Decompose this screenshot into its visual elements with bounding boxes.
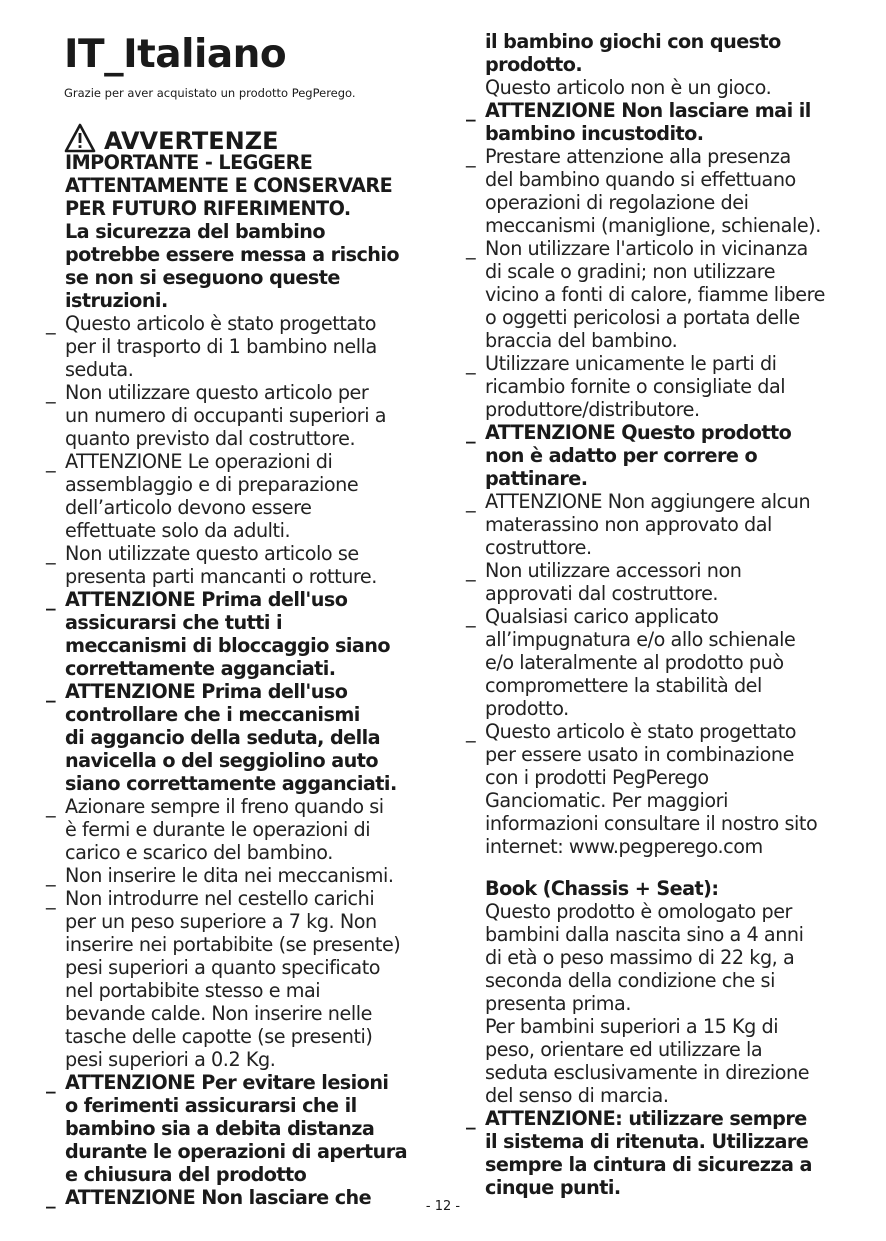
- bullet-dash: _: [466, 605, 476, 628]
- right-item-line-text: per essere usato in combinazione: [485, 743, 794, 766]
- intro-line: [46, 266, 430, 289]
- right-item-line: [466, 191, 866, 214]
- right-item-line: [466, 398, 866, 421]
- left-item-line: [46, 818, 430, 841]
- book-body-line: [466, 1061, 866, 1084]
- right-item-line: [466, 122, 866, 145]
- left-item-line: [46, 933, 430, 956]
- left-item-line: [46, 542, 430, 565]
- left-item-line-text: per un peso superiore a 7 kg. Non: [65, 910, 377, 933]
- right-item-line: [466, 237, 866, 260]
- book-body-line: [466, 900, 866, 923]
- continuation-line: [466, 53, 866, 76]
- left-item-line: [46, 1002, 430, 1025]
- left-item-line: [46, 657, 430, 680]
- book-warning-line-text: il sistema di ritenuta. Utilizzare: [485, 1130, 809, 1153]
- right-item-line-text: di scale o gradini; non utilizzare: [485, 260, 776, 283]
- book-body-line-text: bambini dalla nascita sino a 4 anni: [485, 923, 804, 946]
- book-warning-line: [466, 1130, 866, 1153]
- intro-line-text: ATTENTAMENTE E CONSERVARE: [65, 174, 393, 197]
- left-item-line-text: Non utilizzate questo articolo se: [65, 542, 359, 565]
- left-item-line-text: bambino sia a debita distanza: [65, 1117, 375, 1140]
- left-item-line: [46, 1140, 430, 1163]
- left-item-line-text: assemblaggio e di preparazione: [65, 473, 359, 496]
- bullet-dash: _: [466, 237, 476, 260]
- intro-line: [46, 151, 430, 174]
- right-item-line: [466, 513, 866, 536]
- intro-line-text: potrebbe essere messa a rischio: [65, 243, 400, 266]
- book-body-line: [466, 1084, 866, 1107]
- book-warning-line-text: ATTENZIONE: utilizzare sempre: [485, 1107, 807, 1130]
- right-item-line-text: produttore/distributore.: [485, 398, 700, 421]
- left-item-line: [46, 335, 430, 358]
- left-item-line: [46, 611, 430, 634]
- intro-line: [46, 289, 430, 312]
- bullet-dash: _: [466, 559, 476, 582]
- right-item-line: [466, 260, 866, 283]
- right-item-line-text: pattinare.: [485, 467, 588, 490]
- book-body-line-text: presenta prima.: [485, 992, 631, 1015]
- bullet-dash: _: [46, 1186, 56, 1209]
- bullet-dash: _: [46, 542, 56, 565]
- left-item-line-text: Non introdurre nel cestello carichi: [65, 887, 375, 910]
- left-item-line: [46, 427, 430, 450]
- bullet-dash: _: [46, 450, 56, 473]
- bullet-dash: _: [466, 352, 476, 375]
- left-item-line: [46, 496, 430, 519]
- left-item-line-text: meccanismi di bloccaggio siano: [65, 634, 390, 657]
- left-item-line-text: ATTENZIONE Prima dell'uso: [65, 680, 348, 703]
- intro-line: [46, 220, 430, 243]
- left-item-line: [46, 841, 430, 864]
- warning-triangle-icon: [64, 123, 96, 153]
- right-item-line-text: ATTENZIONE Questo prodotto: [485, 421, 792, 444]
- left-item-line-text: ATTENZIONE Prima dell'uso: [65, 588, 348, 611]
- left-item-line: [46, 1071, 430, 1094]
- book-body-line-text: seduta esclusivamente in direzione: [485, 1061, 810, 1084]
- book-body-line-text: del senso di marcia.: [485, 1084, 669, 1107]
- right-item-line: [466, 99, 866, 122]
- right-item-line: [466, 467, 866, 490]
- right-item-line: [466, 490, 866, 513]
- left-item-line-text: inserire nei portabibite (se presente): [65, 933, 401, 956]
- right-item-line-text: operazioni di regolazione dei: [485, 191, 749, 214]
- bullet-dash: _: [466, 1107, 476, 1130]
- left-item-line: [46, 1094, 430, 1117]
- intro-line-text: IMPORTANTE - LEGGERE: [65, 151, 313, 174]
- left-item-line-text: è fermi e durante le operazioni di: [65, 818, 371, 841]
- right-item-line-text: approvati dal costruttore.: [485, 582, 719, 605]
- right-item-line: [466, 812, 866, 835]
- left-item-line: [46, 1025, 430, 1048]
- right-item-line: [466, 582, 866, 605]
- book-section: [466, 877, 866, 1199]
- continuation-line-text: Questo articolo non è un gioco.: [485, 76, 772, 99]
- left-item-line: [46, 381, 430, 404]
- left-item-line: [46, 795, 430, 818]
- right-item-line-text: Questo articolo è stato progettato: [485, 720, 797, 743]
- right-item-line: [466, 352, 866, 375]
- left-item-line-text: un numero di occupanti superiori a: [65, 404, 387, 427]
- left-item-line-text: presenta parti mancanti o rotture.: [65, 565, 377, 588]
- intro-line-text: PER FUTURO RIFERIMENTO.: [65, 197, 351, 220]
- left-item-line-text: bevande calde. Non inserire nelle: [65, 1002, 372, 1025]
- left-item-line: [46, 910, 430, 933]
- bullet-dash: _: [466, 720, 476, 743]
- left-item-line-text: dell’articolo devono essere: [65, 496, 312, 519]
- left-item-line-text: ATTENZIONE Per evitare lesioni: [65, 1071, 389, 1094]
- book-body-line-text: Questo prodotto è omologato per: [485, 900, 792, 923]
- intro-line-text: La sicurezza del bambino: [65, 220, 325, 243]
- bullet-dash: _: [46, 864, 56, 887]
- left-item-line: [46, 404, 430, 427]
- intro-line-text: se non si eseguono queste: [65, 266, 340, 289]
- right-item-line-text: meccanismi (maniglione, schienale).: [485, 214, 821, 237]
- warning-title: AVVERTENZE: [104, 127, 279, 155]
- right-item-line-text: informazioni consultare il nostro sito: [485, 812, 818, 835]
- warning-heading: [64, 117, 279, 153]
- left-item-line-text: pesi superiori a quanto specificato: [65, 956, 381, 979]
- continuation-line: [466, 30, 866, 53]
- right-item-line-text: all’impugnatura e/o allo schienale: [485, 628, 796, 651]
- book-body-line-text: seconda della condizione che si: [485, 969, 775, 992]
- right-item-line: [466, 283, 866, 306]
- bullet-dash: _: [46, 887, 56, 910]
- right-item-line-text: materassino non approvato dal: [485, 513, 772, 536]
- bullet-dash: _: [46, 381, 56, 404]
- thanks-note: Grazie per aver acquistato un prodotto PegPerego.: [64, 86, 356, 100]
- intro-line: [46, 174, 430, 197]
- intro-line: [46, 197, 430, 220]
- right-item-line: [466, 168, 866, 191]
- right-item-line-text: braccia del bambino.: [485, 329, 678, 352]
- right-item-line-text: compromettere la stabilità del: [485, 674, 762, 697]
- left-item-line-text: carico e scarico del bambino.: [65, 841, 333, 864]
- left-item-line-text: quanto previsto dal costruttore.: [65, 427, 356, 450]
- book-body-line: [466, 946, 866, 969]
- page-title: IT_Italiano: [64, 32, 287, 77]
- left-item-line-text: pesi superiori a 0.2 Kg.: [65, 1048, 276, 1071]
- left-item-line-text: Questo articolo è stato progettato: [65, 312, 377, 335]
- right-item-line: [466, 145, 866, 168]
- left-item-line-text: o ferimenti assicurarsi che il: [65, 1094, 357, 1117]
- left-item-line: [46, 634, 430, 657]
- book-body-line-text: di età o peso massimo di 22 kg, a: [485, 946, 795, 969]
- right-item-line-text: internet: www.pegperego.com: [485, 835, 763, 858]
- left-item-line: [46, 979, 430, 1002]
- right-item-line: [466, 605, 866, 628]
- bullet-dash: _: [466, 99, 476, 122]
- right-item-line: [466, 743, 866, 766]
- continuation-line-text: prodotto.: [485, 53, 583, 76]
- page-number: - 12 -: [425, 1199, 461, 1214]
- right-item-line-text: ATTENZIONE Non aggiungere alcun: [485, 490, 811, 513]
- right-item-line-text: Utilizzare unicamente le parti di: [485, 352, 777, 375]
- left-item-line: [46, 312, 430, 335]
- book-heading-text: Book (Chassis + Seat):: [485, 877, 719, 900]
- left-item-line-text: navicella o del seggiolino auto: [65, 749, 378, 772]
- left-item-line: [46, 726, 430, 749]
- book-body-line: [466, 992, 866, 1015]
- right-item-line-text: Qualsiasi carico applicato: [485, 605, 719, 628]
- book-warning-line-text: cinque punti.: [485, 1176, 621, 1199]
- bullet-dash: _: [46, 588, 56, 611]
- right-column: [466, 30, 866, 858]
- bullet-dash: _: [46, 795, 56, 818]
- left-item-line: [46, 1117, 430, 1140]
- right-item-line-text: o oggetti pericolosi a portata delle: [485, 306, 800, 329]
- left-item-line-text: Non utilizzare questo articolo per: [65, 381, 369, 404]
- right-item-line-text: prodotto.: [485, 697, 569, 720]
- left-item-line-text: siano correttamente agganciati.: [65, 772, 397, 795]
- left-item-line: [46, 680, 430, 703]
- left-item-line: [46, 450, 430, 473]
- right-item-line-text: Non utilizzare accessori non: [485, 559, 742, 582]
- right-item-line-text: Non utilizzare l'articolo in vicinanza: [485, 237, 808, 260]
- book-heading: [466, 877, 866, 900]
- left-item-line-text: correttamente agganciati.: [65, 657, 336, 680]
- right-item-line-text: bambino incustodito.: [485, 122, 704, 145]
- left-item-line: [46, 703, 430, 726]
- intro-line: [46, 243, 430, 266]
- left-item-line-text: controllare che i meccanismi: [65, 703, 360, 726]
- left-column: [46, 151, 430, 1209]
- left-item-line: [46, 749, 430, 772]
- bullet-dash: _: [46, 312, 56, 335]
- right-item-line: [466, 651, 866, 674]
- right-item-line-text: ATTENZIONE Non lasciare mai il: [485, 99, 811, 122]
- bullet-dash: _: [46, 1071, 56, 1094]
- left-item-line-text: di aggancio della seduta, della: [65, 726, 381, 749]
- left-item-line-text: nel portabibite stesso e mai: [65, 979, 321, 1002]
- book-warning-line-text: sempre la cintura di sicurezza a: [485, 1153, 812, 1176]
- left-item-line-text: ATTENZIONE Non lasciare che: [65, 1186, 372, 1209]
- book-body-line-text: peso, orientare ed utilizzare la: [485, 1038, 763, 1061]
- left-item-line-text: ATTENZIONE Le operazioni di: [65, 450, 333, 473]
- continuation-line: [466, 76, 866, 99]
- left-item-line: [46, 588, 430, 611]
- right-item-line: [466, 306, 866, 329]
- right-item-line: [466, 329, 866, 352]
- right-item-line: [466, 697, 866, 720]
- left-item-line: [46, 772, 430, 795]
- right-item-line: [466, 214, 866, 237]
- right-item-line-text: Prestare attenzione alla presenza: [485, 145, 791, 168]
- right-item-line-text: e/o lateralmente al prodotto può: [485, 651, 784, 674]
- left-item-line-text: Non inserire le dita nei meccanismi.: [65, 864, 394, 887]
- left-item-line: [46, 519, 430, 542]
- book-body-line-text: Per bambini superiori a 15 Kg di: [485, 1015, 779, 1038]
- left-item-line: [46, 565, 430, 588]
- left-item-line-text: Azionare sempre il freno quando si: [65, 795, 384, 818]
- bullet-dash: _: [466, 145, 476, 168]
- left-item-line-text: seduta.: [65, 358, 134, 381]
- book-body-line: [466, 923, 866, 946]
- right-item-line: [466, 421, 866, 444]
- left-item-line: [46, 956, 430, 979]
- right-item-line-text: costruttore.: [485, 536, 592, 559]
- left-item-line-text: effettuate solo da adulti.: [65, 519, 291, 542]
- left-item-line-text: tasche delle capotte (se presenti): [65, 1025, 373, 1048]
- right-item-line-text: Ganciomatic. Per maggiori: [485, 789, 728, 812]
- right-item-line-text: vicino a fonti di calore, fiamme libere: [485, 283, 825, 306]
- bullet-dash: _: [466, 421, 476, 444]
- bullet-dash: _: [466, 490, 476, 513]
- right-item-line: [466, 444, 866, 467]
- left-item-line: [46, 358, 430, 381]
- left-item-line-text: assicurarsi che tutti i: [65, 611, 283, 634]
- right-item-line: [466, 375, 866, 398]
- right-item-line: [466, 628, 866, 651]
- left-item-line: [46, 473, 430, 496]
- left-item-line: [46, 1048, 430, 1071]
- right-item-line-text: con i prodotti PegPerego: [485, 766, 709, 789]
- right-item-line: [466, 559, 866, 582]
- left-item-line: [46, 887, 430, 910]
- right-item-line: [466, 720, 866, 743]
- right-item-line: [466, 766, 866, 789]
- intro-line-text: istruzioni.: [65, 289, 168, 312]
- left-item-line-text: durante le operazioni di apertura: [65, 1140, 408, 1163]
- right-item-line-text: del bambino quando si effettuano: [485, 168, 796, 191]
- bullet-dash: _: [46, 680, 56, 703]
- left-item-line: [46, 1163, 430, 1186]
- right-item-line-text: ricambio fornite o consigliate dal: [485, 375, 786, 398]
- book-warning-line: [466, 1107, 866, 1130]
- book-body-line: [466, 969, 866, 992]
- left-item-line-text: per il trasporto di 1 bambino nella: [65, 335, 377, 358]
- left-item-line-text: e chiusura del prodotto: [65, 1163, 307, 1186]
- book-body-line: [466, 1015, 866, 1038]
- right-item-line: [466, 674, 866, 697]
- right-item-line: [466, 835, 866, 858]
- book-warning-line: [466, 1153, 866, 1176]
- right-item-line-text: non è adatto per correre o: [485, 444, 758, 467]
- book-body-line: [466, 1038, 866, 1061]
- right-item-line: [466, 536, 866, 559]
- continuation-line-text: il bambino giochi con questo: [485, 30, 781, 53]
- left-item-line: [46, 864, 430, 887]
- right-item-line: [466, 789, 866, 812]
- book-warning-line: [466, 1176, 866, 1199]
